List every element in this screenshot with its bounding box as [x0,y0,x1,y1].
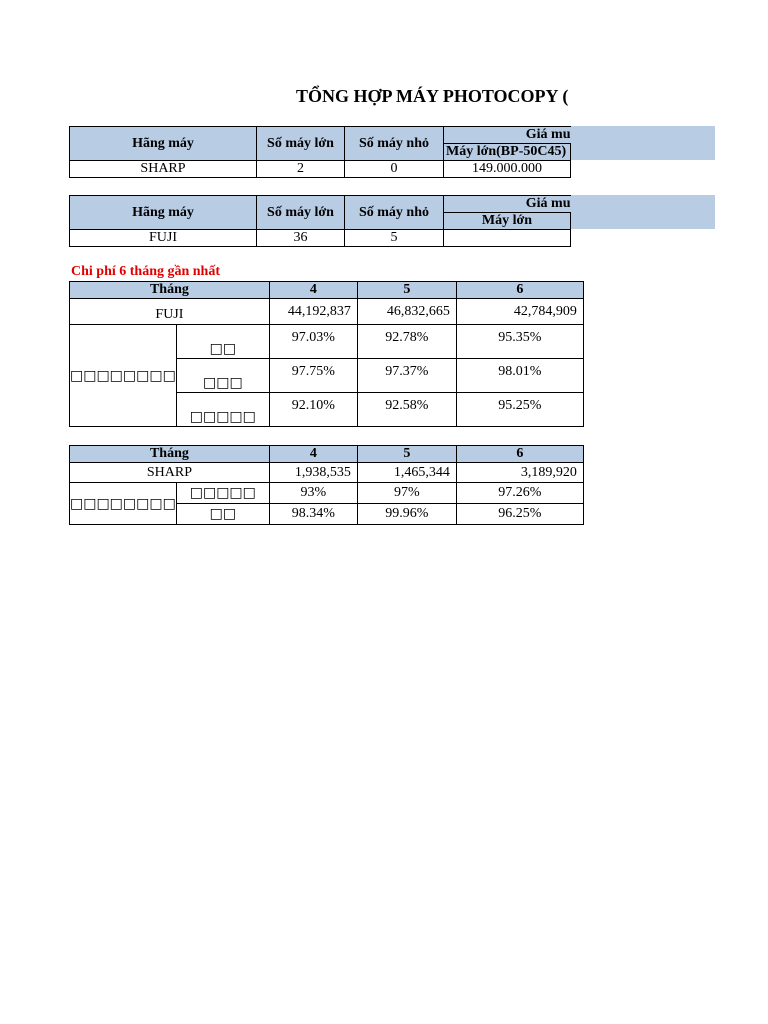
header-price: Giá mu [444,196,571,213]
cell-cost-month-4: 1,938,535 [269,463,357,483]
row-label: □□□□□ [176,393,269,427]
cell-rate: 97% [357,483,456,504]
header-small-count: Số máy nhỏ [345,196,444,230]
header-brand: Hãng máy [70,196,257,230]
fuji-cost-table [69,281,584,427]
header-month-6: 6 [456,446,583,463]
header-small-count: Số máy nhỏ [345,127,444,161]
cell-price [444,230,571,247]
header-month-4: 4 [269,446,357,463]
header-price-large: Máy lớn [444,213,571,230]
header-month-6: 6 [456,282,583,299]
header-month-5: 5 [357,282,456,299]
header-large-count: Số máy lớn [257,127,345,161]
cell-large-count: 2 [257,161,345,178]
cost-caption: Chi phí 6 tháng gần nhất [71,264,221,279]
cell-rate: 92.10% [269,393,357,427]
cell-rate: 97.75% [269,359,357,393]
cell-rate: 98.01% [456,359,583,393]
header-brand: Hãng máy [70,127,257,161]
header-fill-overflow [570,195,715,229]
sharp-cost-table [69,445,584,525]
cell-cost-month-6: 42,784,909 [456,299,583,325]
row-label: □□□ [176,359,269,393]
header-month: Tháng [70,282,270,299]
cell-rate: 97.03% [269,325,357,359]
cell-brand: SHARP [70,463,270,483]
cell-rate: 93% [269,483,357,504]
header-fill-overflow [570,126,715,160]
cell-small-count: 0 [345,161,444,178]
cell-rate: 96.25% [456,504,583,525]
cell-brand: FUJI [70,299,270,325]
cell-brand: SHARP [70,161,257,178]
header-price-large: Máy lớn(BP-50C45) [444,144,571,161]
page-title: TỔNG HỢP MÁY PHOTOCOPY ( [296,86,569,106]
group-label: □□□□□□□□ [70,325,177,427]
sharp-summary-table [69,126,571,178]
cell-rate: 99.96% [357,504,456,525]
cell-rate: 95.25% [456,393,583,427]
header-month: Tháng [70,446,270,463]
cell-rate: 92.58% [357,393,456,427]
cell-cost-month-6: 3,189,920 [456,463,583,483]
cell-small-count: 5 [345,230,444,247]
cell-cost-month-5: 46,832,665 [357,299,456,325]
header-large-count: Số máy lớn [257,196,345,230]
cell-large-count: 36 [257,230,345,247]
group-label: □□□□□□□□ [70,483,177,525]
cell-brand: FUJI [70,230,257,247]
cell-rate: 97.37% [357,359,456,393]
cell-cost-month-4: 44,192,837 [269,299,357,325]
row-label: □□ [176,325,269,359]
header-month-4: 4 [269,282,357,299]
header-price: Giá mu [444,127,571,144]
cell-price: 149.000.000 [444,161,571,178]
cell-rate: 92.78% [357,325,456,359]
cell-rate: 97.26% [456,483,583,504]
cell-cost-month-5: 1,465,344 [357,463,456,483]
row-label: □□ [176,504,269,525]
fuji-summary-table [69,195,571,247]
row-label: □□□□□ [176,483,269,504]
header-month-5: 5 [357,446,456,463]
cell-rate: 95.35% [456,325,583,359]
cell-rate: 98.34% [269,504,357,525]
